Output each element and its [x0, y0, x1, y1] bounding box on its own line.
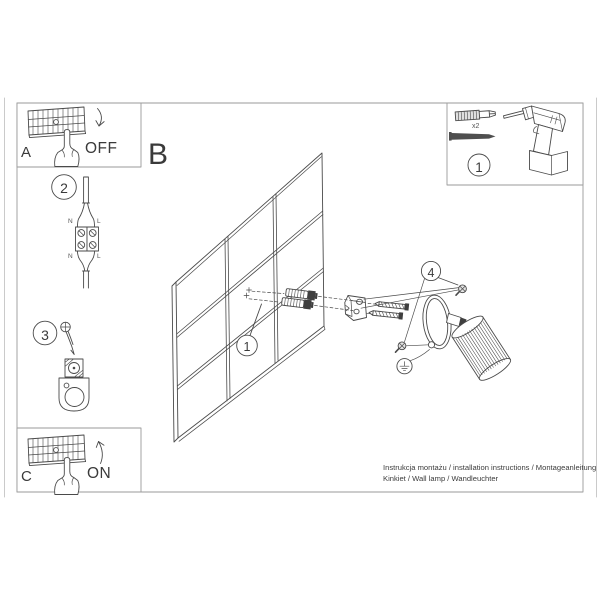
- badge-mount-step: 3: [41, 326, 49, 343]
- badge-tools-box: 1: [475, 159, 483, 175]
- badge-canopy-screws: 4: [427, 265, 435, 280]
- badge-drill-points: 1: [243, 339, 251, 354]
- section-b-label: B: [148, 138, 169, 171]
- switch-on-label: ON: [87, 465, 112, 482]
- ground-symbol-icon: [397, 359, 412, 374]
- box-c-label: C: [21, 468, 32, 485]
- box-a-label: A: [21, 144, 32, 161]
- terminal-label-n-bottom: N: [68, 253, 73, 260]
- plug-quantity-label: x2: [472, 123, 480, 130]
- badge-wiring-step: 2: [60, 180, 68, 196]
- wall-lamp-drawing: [397, 294, 513, 384]
- footer-instructions-line: Instrukcja montażu / installation instructions / Montageanleitung: [383, 463, 597, 472]
- switch-off-label: OFF: [85, 140, 118, 157]
- footer-product-line: Kinkiet / Wall lamp / Wandleuchter: [383, 474, 499, 483]
- terminal-label-l-bottom: L: [97, 253, 101, 260]
- terminal-label-l-top: L: [97, 218, 101, 225]
- terminal-label-n-top: N: [68, 218, 73, 225]
